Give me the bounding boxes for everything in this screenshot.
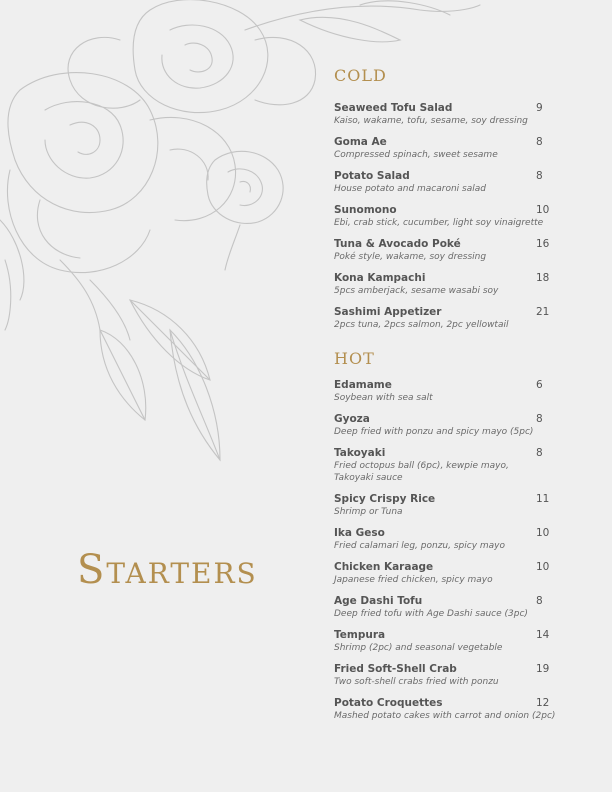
section-heading-cold: COLD xyxy=(334,66,387,85)
item-description: Compressed spinach, sweet sesame xyxy=(334,150,498,160)
item-name: Fried Soft-Shell Crab xyxy=(334,663,457,675)
peony-top xyxy=(68,0,480,113)
menu-item xyxy=(334,136,604,161)
item-name: Age Dashi Tofu xyxy=(334,595,423,607)
item-description: Deep fried with ponzu and spicy mayo (5pc) xyxy=(334,427,534,437)
item-name: Sunomono xyxy=(334,204,397,216)
item-name: Goma Ae xyxy=(334,136,387,148)
menu-item xyxy=(334,102,604,127)
item-price: 11 xyxy=(536,493,550,505)
item-description: Poké style, wakame, soy dressing xyxy=(334,252,487,262)
menu-item xyxy=(334,663,604,688)
item-price: 10 xyxy=(536,561,550,573)
item-description: Kaiso, wakame, tofu, sesame, soy dressing xyxy=(334,116,528,126)
item-price: 9 xyxy=(536,102,543,114)
item-price: 16 xyxy=(536,238,550,250)
menu-item xyxy=(334,629,604,654)
page-title: Starters xyxy=(77,547,258,593)
item-price: 18 xyxy=(536,272,550,284)
item-name: Ika Geso xyxy=(334,527,385,539)
menu-item xyxy=(334,413,604,438)
menu-item xyxy=(334,697,604,722)
item-name: Chicken Karaage xyxy=(334,561,434,573)
item-name: Tuna & Avocado Poké xyxy=(334,238,461,250)
item-price: 12 xyxy=(536,697,550,709)
item-description: Deep fried tofu with Age Dashi sauce (3pc) xyxy=(334,609,528,619)
menu-item xyxy=(334,379,604,404)
menu-item xyxy=(334,447,604,484)
item-name: Kona Kampachi xyxy=(334,272,426,284)
menu-item xyxy=(334,238,604,263)
item-description: Two soft-shell crabs fried with ponzu xyxy=(334,677,499,687)
item-description: Japanese fried chicken, spicy mayo xyxy=(334,575,493,585)
item-description: Shrimp (2pc) and seasonal vegetable xyxy=(334,643,503,653)
item-description: Fried octopus ball (6pc), kewpie mayo, Takoyaki sauce xyxy=(334,461,509,483)
item-name: Potato Salad xyxy=(334,170,410,182)
item-name: Potato Croquettes xyxy=(334,697,443,709)
item-name: Sashimi Appetizer xyxy=(334,306,442,318)
item-description: Mashed potato cakes with carrot and onion (2pc) xyxy=(334,711,556,721)
item-price: 19 xyxy=(536,663,550,675)
item-price: 8 xyxy=(536,170,543,182)
menu-item xyxy=(334,306,604,331)
item-price: 6 xyxy=(536,379,543,391)
menu-item xyxy=(334,170,604,195)
item-price: 8 xyxy=(536,447,543,459)
item-name: Seaweed Tofu Salad xyxy=(334,102,453,114)
item-name: Edamame xyxy=(334,379,392,391)
item-description: Ebi, crab stick, cucumber, light soy vinaigrette xyxy=(334,218,544,228)
menu-item xyxy=(334,561,604,586)
item-description: 5pcs amberjack, sesame wasabi soy xyxy=(334,286,499,296)
flower-bud xyxy=(207,151,283,270)
item-price: 21 xyxy=(536,306,550,318)
item-name: Takoyaki xyxy=(334,447,386,459)
item-description: House potato and macaroni salad xyxy=(334,184,486,194)
item-description: Soybean with sea salt xyxy=(334,393,433,403)
menu-item xyxy=(334,493,604,518)
item-price: 8 xyxy=(536,413,543,425)
item-price: 8 xyxy=(536,136,543,148)
item-price: 14 xyxy=(536,629,550,641)
menu-item xyxy=(334,527,604,552)
item-name: Spicy Crispy Rice xyxy=(334,493,436,505)
item-price: 10 xyxy=(536,527,550,539)
menu-item xyxy=(334,595,604,620)
item-name: Tempura xyxy=(334,629,386,641)
peony-left xyxy=(0,73,236,330)
item-description: Fried calamari leg, ponzu, spicy mayo xyxy=(334,541,506,551)
item-price: 10 xyxy=(536,204,550,216)
item-description: 2pcs tuna, 2pcs salmon, 2pc yellowtail xyxy=(334,320,509,330)
leaves xyxy=(60,260,220,460)
menu-item xyxy=(334,204,604,229)
item-description: Shrimp or Tuna xyxy=(334,507,403,517)
menu-item xyxy=(334,272,604,297)
item-name: Gyoza xyxy=(334,413,370,425)
section-heading-hot: HOT xyxy=(334,349,375,368)
item-price: 8 xyxy=(536,595,543,607)
